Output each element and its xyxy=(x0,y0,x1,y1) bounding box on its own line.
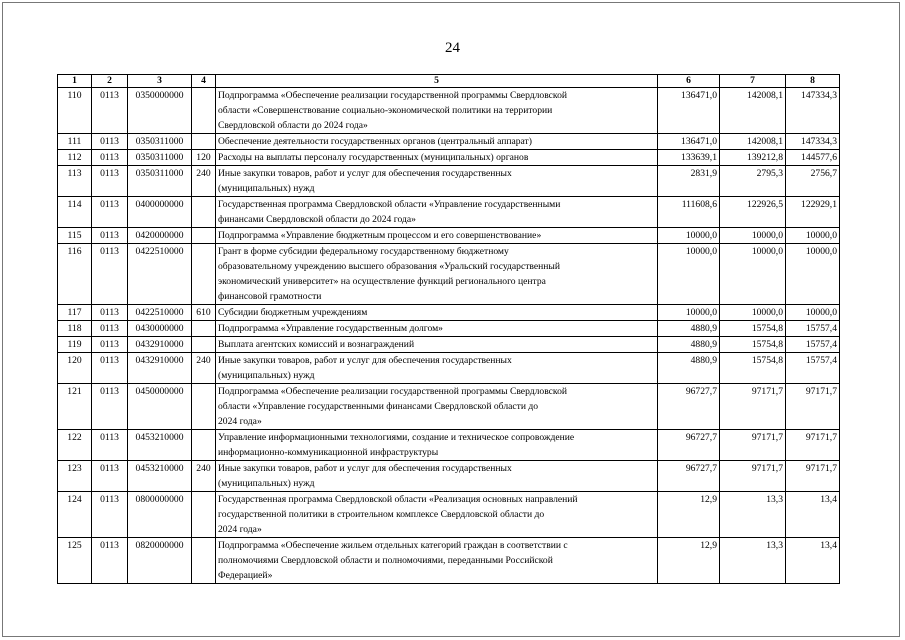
expense-type-cell xyxy=(192,384,216,430)
amount-year2-cell: 13,3 xyxy=(720,538,786,584)
section-code-cell: 0113 xyxy=(92,166,128,197)
description-line: (муниципальных) нужд xyxy=(218,370,315,381)
description-cell xyxy=(216,337,658,353)
amount-year2-cell: 13,3 xyxy=(720,492,786,538)
row-number-cell: 118 xyxy=(58,321,92,337)
amount-year3-cell: 15757,4 xyxy=(786,321,840,337)
amount-year2-cell: 142008,1 xyxy=(720,88,786,134)
row-number-cell: 117 xyxy=(58,305,92,321)
amount-year2-cell: 97171,7 xyxy=(720,430,786,461)
section-code-cell: 0113 xyxy=(92,88,128,134)
header-cell: 4 xyxy=(192,75,216,88)
section-code-cell: 0113 xyxy=(92,321,128,337)
amount-year1-cell: 10000,0 xyxy=(658,228,720,244)
amount-year3-cell: 13,4 xyxy=(786,538,840,584)
expense-type-cell xyxy=(192,88,216,134)
section-code-cell: 0113 xyxy=(92,197,128,228)
description-line: финансовой грамотности xyxy=(218,291,322,302)
section-code-cell: 0113 xyxy=(92,305,128,321)
description-cell xyxy=(216,353,658,384)
table-row xyxy=(58,88,840,134)
amount-year1-cell: 111608,6 xyxy=(658,197,720,228)
amount-year1-cell: 12,9 xyxy=(658,492,720,538)
target-article-cell: 0430000000 xyxy=(128,321,192,337)
description-line: 2024 года» xyxy=(218,524,262,535)
amount-year3-cell: 97171,7 xyxy=(786,430,840,461)
amount-year1-cell: 96727,7 xyxy=(658,430,720,461)
amount-year1-cell: 136471,0 xyxy=(658,134,720,150)
target-article-cell: 0453210000 xyxy=(128,430,192,461)
amount-year3-cell: 15757,4 xyxy=(786,337,840,353)
table-header-row xyxy=(58,75,840,88)
amount-year3-cell: 144577,6 xyxy=(786,150,840,166)
expense-type-cell xyxy=(192,492,216,538)
description-line: (муниципальных) нужд xyxy=(218,183,315,194)
description-line: области «Совершенствование социально-экономической политики на территории xyxy=(218,105,553,116)
amount-year1-cell: 96727,7 xyxy=(658,384,720,430)
row-number-cell: 120 xyxy=(58,353,92,384)
target-article-cell: 0422510000 xyxy=(128,244,192,305)
description-line: Федерацией» xyxy=(218,570,273,581)
section-code-cell: 0113 xyxy=(92,228,128,244)
description-line: государственной политики в строительном комплексе Свердловской области до xyxy=(218,509,545,520)
description-cell xyxy=(216,244,658,305)
description-line: Подпрограмма «Обеспечение жильем отдельных категорий граждан в соответствии с xyxy=(218,540,568,551)
description-line: Иные закупки товаров, работ и услуг для обеспечения государственных xyxy=(218,463,512,474)
amount-year3-cell: 10000,0 xyxy=(786,228,840,244)
expense-type-cell xyxy=(192,197,216,228)
description-cell xyxy=(216,166,658,197)
table-row xyxy=(58,353,840,384)
row-number-cell: 110 xyxy=(58,88,92,134)
amount-year2-cell: 15754,8 xyxy=(720,321,786,337)
section-code-cell: 0113 xyxy=(92,461,128,492)
expense-type-cell xyxy=(192,228,216,244)
expense-type-cell: 240 xyxy=(192,166,216,197)
amount-year3-cell: 2756,7 xyxy=(786,166,840,197)
row-number-cell: 112 xyxy=(58,150,92,166)
table-row xyxy=(58,150,840,166)
description-line: Подпрограмма «Управление бюджетным процессом и его совершенствование» xyxy=(218,230,542,241)
target-article-cell: 0350311000 xyxy=(128,134,192,150)
description-line: образовательному учреждению высшего образования «Уральский государственный xyxy=(218,261,561,272)
description-line: Обеспечение деятельности государственных органов (центральный аппарат) xyxy=(218,136,532,147)
description-line: (муниципальных) нужд xyxy=(218,478,315,489)
table-row xyxy=(58,134,840,150)
row-number-cell: 121 xyxy=(58,384,92,430)
target-article-cell: 0432910000 xyxy=(128,353,192,384)
amount-year3-cell: 147334,3 xyxy=(786,88,840,134)
description-line: Подпрограмма «Управление государственным долгом» xyxy=(218,323,443,334)
amount-year1-cell: 4880,9 xyxy=(658,337,720,353)
description-line: Государственная программа Свердловской области «Управление государственными xyxy=(218,199,561,210)
section-code-cell: 0113 xyxy=(92,134,128,150)
description-line: Подпрограмма «Обеспечение реализации государственной программы Свердловской xyxy=(218,90,568,101)
expense-type-cell: 240 xyxy=(192,353,216,384)
description-cell xyxy=(216,134,658,150)
amount-year3-cell: 97171,7 xyxy=(786,461,840,492)
section-code-cell: 0113 xyxy=(92,384,128,430)
amount-year2-cell: 97171,7 xyxy=(720,461,786,492)
description-line: Иные закупки товаров, работ и услуг для обеспечения государственных xyxy=(218,168,512,179)
description-line: Свердловской области до 2024 года» xyxy=(218,120,368,131)
target-article-cell: 0350311000 xyxy=(128,166,192,197)
section-code-cell: 0113 xyxy=(92,150,128,166)
section-code-cell: 0113 xyxy=(92,337,128,353)
header-cell: 8 xyxy=(786,75,840,88)
description-line: 2024 года» xyxy=(218,416,262,427)
description-cell xyxy=(216,305,658,321)
amount-year3-cell: 122929,1 xyxy=(786,197,840,228)
target-article-cell: 0450000000 xyxy=(128,384,192,430)
description-line: полномочиями Свердловской области и полномочиями, переданными Российской xyxy=(218,555,553,566)
amount-year2-cell: 122926,5 xyxy=(720,197,786,228)
row-number-cell: 123 xyxy=(58,461,92,492)
description-cell xyxy=(216,228,658,244)
target-article-cell: 0350311000 xyxy=(128,150,192,166)
expense-type-cell: 240 xyxy=(192,461,216,492)
amount-year1-cell: 136471,0 xyxy=(658,88,720,134)
description-cell xyxy=(216,430,658,461)
amount-year1-cell: 10000,0 xyxy=(658,305,720,321)
description-cell xyxy=(216,88,658,134)
target-article-cell: 0800000000 xyxy=(128,492,192,538)
amount-year3-cell: 10000,0 xyxy=(786,244,840,305)
row-number-cell: 113 xyxy=(58,166,92,197)
section-code-cell: 0113 xyxy=(92,353,128,384)
target-article-cell: 0400000000 xyxy=(128,197,192,228)
target-article-cell: 0432910000 xyxy=(128,337,192,353)
amount-year2-cell: 15754,8 xyxy=(720,353,786,384)
section-code-cell: 0113 xyxy=(92,538,128,584)
table-row xyxy=(58,337,840,353)
amount-year1-cell: 133639,1 xyxy=(658,150,720,166)
row-number-cell: 124 xyxy=(58,492,92,538)
table-row xyxy=(58,321,840,337)
header-cell: 7 xyxy=(720,75,786,88)
description-line: Управление информационными технологиями, создание и техническое сопровождение xyxy=(218,432,575,443)
description-cell xyxy=(216,461,658,492)
description-line: финансами Свердловской области до 2024 года» xyxy=(218,214,416,225)
amount-year1-cell: 2831,9 xyxy=(658,166,720,197)
description-line: информационно-коммуникационной инфраструктуры xyxy=(218,447,439,458)
description-cell xyxy=(216,321,658,337)
target-article-cell: 0350000000 xyxy=(128,88,192,134)
amount-year3-cell: 97171,7 xyxy=(786,384,840,430)
header-cell: 2 xyxy=(92,75,128,88)
description-line: Иные закупки товаров, работ и услуг для обеспечения государственных xyxy=(218,355,512,366)
amount-year3-cell: 147334,3 xyxy=(786,134,840,150)
amount-year2-cell: 142008,1 xyxy=(720,134,786,150)
amount-year2-cell: 2795,3 xyxy=(720,166,786,197)
description-line: Субсидии бюджетным учреждениям xyxy=(218,307,368,318)
amount-year1-cell: 4880,9 xyxy=(658,321,720,337)
target-article-cell: 0420000000 xyxy=(128,228,192,244)
row-number-cell: 111 xyxy=(58,134,92,150)
table-row xyxy=(58,305,840,321)
table-row xyxy=(58,244,840,305)
budget-table xyxy=(57,74,840,584)
row-number-cell: 116 xyxy=(58,244,92,305)
expense-type-cell: 610 xyxy=(192,305,216,321)
description-cell xyxy=(216,384,658,430)
amount-year2-cell: 10000,0 xyxy=(720,244,786,305)
expense-type-cell xyxy=(192,321,216,337)
amount-year3-cell: 10000,0 xyxy=(786,305,840,321)
expense-type-cell xyxy=(192,430,216,461)
amount-year2-cell: 15754,8 xyxy=(720,337,786,353)
header-cell: 6 xyxy=(658,75,720,88)
description-cell xyxy=(216,538,658,584)
description-cell xyxy=(216,197,658,228)
section-code-cell: 0113 xyxy=(92,244,128,305)
table-row xyxy=(58,384,840,430)
amount-year2-cell: 10000,0 xyxy=(720,228,786,244)
expense-type-cell: 120 xyxy=(192,150,216,166)
table-row xyxy=(58,197,840,228)
description-line: Подпрограмма «Обеспечение реализации государственной программы Свердловской xyxy=(218,386,568,397)
amount-year1-cell: 10000,0 xyxy=(658,244,720,305)
target-article-cell: 0422510000 xyxy=(128,305,192,321)
row-number-cell: 125 xyxy=(58,538,92,584)
row-number-cell: 119 xyxy=(58,337,92,353)
table-row xyxy=(58,166,840,197)
description-cell xyxy=(216,150,658,166)
description-cell xyxy=(216,492,658,538)
target-article-cell: 0820000000 xyxy=(128,538,192,584)
expense-type-cell xyxy=(192,337,216,353)
table-row xyxy=(58,492,840,538)
amount-year3-cell: 13,4 xyxy=(786,492,840,538)
amount-year2-cell: 97171,7 xyxy=(720,384,786,430)
expense-type-cell xyxy=(192,244,216,305)
header-cell: 3 xyxy=(128,75,192,88)
table-row xyxy=(58,538,840,584)
table-row xyxy=(58,228,840,244)
amount-year3-cell: 15757,4 xyxy=(786,353,840,384)
description-line: Выплата агентских комиссий и вознаграждений xyxy=(218,339,415,350)
row-number-cell: 115 xyxy=(58,228,92,244)
section-code-cell: 0113 xyxy=(92,430,128,461)
table-row xyxy=(58,461,840,492)
expense-type-cell xyxy=(192,134,216,150)
amount-year1-cell: 4880,9 xyxy=(658,353,720,384)
description-line: экономический университет» на осуществление функций регионального центра xyxy=(218,276,546,287)
amount-year1-cell: 12,9 xyxy=(658,538,720,584)
amount-year1-cell: 96727,7 xyxy=(658,461,720,492)
description-line: Грант в форме субсидии федеральному государственному бюджетному xyxy=(218,246,509,257)
expense-type-cell xyxy=(192,538,216,584)
table-row xyxy=(58,430,840,461)
target-article-cell: 0453210000 xyxy=(128,461,192,492)
row-number-cell: 122 xyxy=(58,430,92,461)
page-number: 24 xyxy=(445,40,460,56)
section-code-cell: 0113 xyxy=(92,492,128,538)
header-cell: 1 xyxy=(58,75,92,88)
table-body xyxy=(58,88,840,584)
amount-year2-cell: 139212,8 xyxy=(720,150,786,166)
row-number-cell: 114 xyxy=(58,197,92,228)
description-line: Расходы на выплаты персоналу государственных (муниципальных) органов xyxy=(218,152,529,163)
amount-year2-cell: 10000,0 xyxy=(720,305,786,321)
description-line: Государственная программа Свердловской области «Реализация основных направлений xyxy=(218,494,578,505)
description-line: области «Управление государственными финансами Свердловской области до xyxy=(218,401,539,412)
header-cell: 5 xyxy=(216,75,658,88)
